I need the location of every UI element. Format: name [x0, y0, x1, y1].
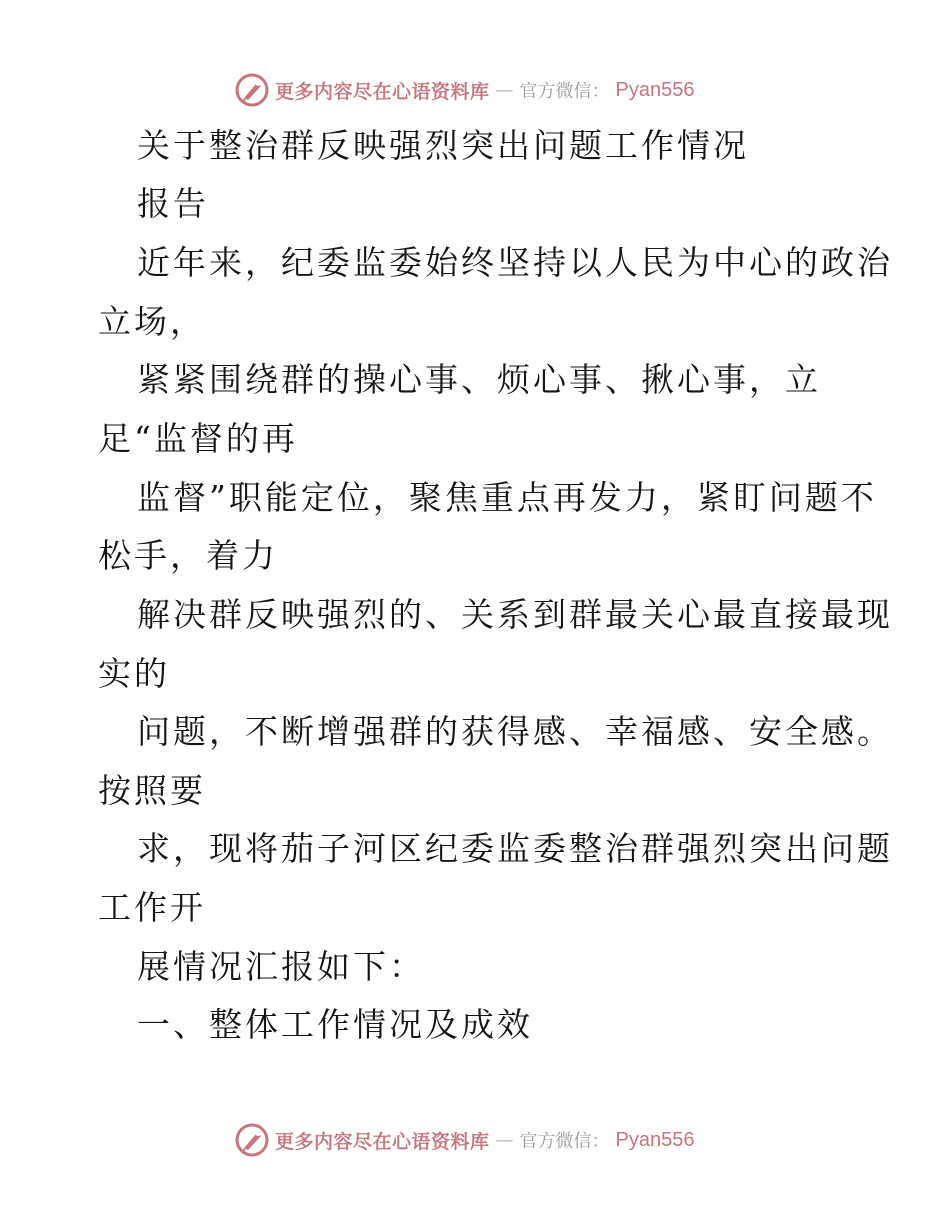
section-heading: 一、整体工作情况及成效 [137, 1005, 533, 1044]
paragraph-line: 问题，不断增强群的获得感、幸福感、安全感。 [137, 712, 893, 751]
paragraph-line: 监督”职能定位，聚焦重点再发力，紧盯问题不 [137, 478, 877, 517]
watermark-wechat-id: Pyan556 [615, 78, 695, 101]
paragraph-line: 紧紧围绕群的操心事、烦心事、揪心事，立 [137, 360, 821, 399]
paragraph-line: 按照要 [98, 771, 206, 810]
paragraph-line: 近年来，纪委监委始终坚持以人民为中心的政治 [137, 243, 893, 282]
document-subtitle: 报告 [137, 184, 209, 223]
footer-watermark [235, 1120, 694, 1160]
paragraph-line: 松手，着力 [98, 536, 278, 575]
document-title: 关于整治群反映强烈突出问题工作情况 [137, 126, 749, 165]
pen-seal-icon [235, 1123, 269, 1157]
paragraph-line: 展情况汇报如下： [137, 947, 425, 986]
watermark-official-label: 官方微信： [519, 81, 610, 102]
watermark-wechat-id: Pyan556 [615, 1128, 695, 1151]
paragraph-line: 求，现将茄子河区纪委监委整治群强烈突出问题 [137, 829, 893, 868]
paragraph-line: 解决群反映强烈的、关系到群最关心最直接最现 [137, 595, 893, 634]
watermark-brand: 更多内容尽在心语资料库 [275, 1130, 490, 1153]
watermark-official-label: 官方微信： [519, 1131, 610, 1152]
watermark-dash: — [495, 79, 514, 101]
paragraph-line: 工作开 [98, 888, 206, 927]
paragraph-line: 实的 [98, 654, 170, 693]
watermark-dash: — [495, 1129, 514, 1151]
watermark-brand: 更多内容尽在心语资料库 [275, 80, 490, 103]
paragraph-line: 足“监督的再 [98, 419, 298, 458]
paragraph-line: 立场， [98, 302, 206, 341]
